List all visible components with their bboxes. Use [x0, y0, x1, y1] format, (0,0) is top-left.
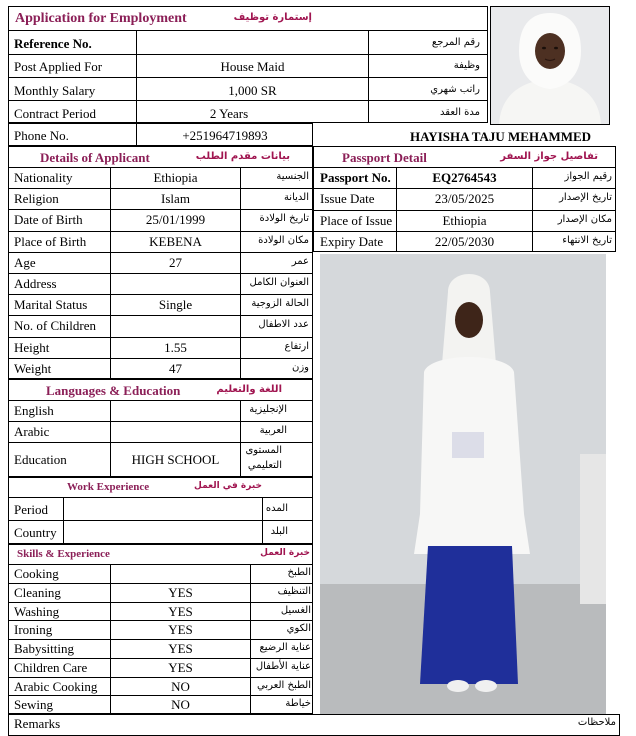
- applicant-row-label-ar: الحالة الزوجية: [251, 298, 309, 310]
- applicant-full-name: HAYISHA TAJU MEHAMMED: [410, 129, 592, 144]
- education-value: HIGH SCHOOL: [131, 452, 220, 467]
- skill-row-value: YES: [168, 659, 193, 675]
- period-label: Period: [14, 502, 48, 517]
- applicant-row-value: 25/01/1999: [145, 212, 206, 228]
- passport-row-label-ar: تاريخ الانتهاء: [562, 234, 612, 246]
- skill-row-value: YES: [168, 584, 193, 600]
- skill-row-label-ar: عناية الأطفال: [255, 660, 311, 672]
- applicant-row-label: Address: [14, 276, 57, 291]
- applicant-row-label: Weight: [14, 360, 52, 376]
- applicant-row-label-ar: عدد الاطفال: [258, 319, 309, 331]
- form-title: Application for Employment: [15, 11, 187, 26]
- education-label-ar-2: التعليمي: [247, 460, 282, 471]
- passport-row-label-ar: تاريخ الإصدار: [559, 192, 612, 204]
- applicant-row-label-ar: الجنسية: [276, 171, 309, 182]
- remarks-row: [8, 714, 620, 736]
- applicant-row-label: Nationality: [14, 170, 73, 185]
- country-label-ar: البلد: [270, 526, 288, 537]
- applicant-row-label: Marital Status: [14, 297, 88, 313]
- applicant-row-value: 47: [169, 360, 182, 376]
- applicant-full-photo: [320, 254, 606, 714]
- skill-row-label-ar: الطبخ: [287, 567, 311, 578]
- language-row-label: Arabic: [14, 424, 50, 439]
- phone-value: +251964719893: [182, 128, 268, 143]
- post-label-ar: وظيفة: [453, 60, 480, 71]
- language-row-label: English: [14, 403, 54, 418]
- work-heading: Work Experience: [67, 481, 150, 493]
- contract-value: 2 Years: [209, 106, 249, 121]
- applicant-row-value: Ethiopia: [153, 170, 198, 185]
- applicant-row-label: Height: [14, 339, 50, 355]
- passport-row-value: 23/05/2025: [434, 191, 495, 207]
- passport-heading: Passport Detail: [342, 150, 427, 165]
- contract-label-ar: مدة العقد: [440, 107, 480, 118]
- applicant-row-label-ar: ارتفاع: [284, 340, 309, 352]
- applicant-row-label-ar: الديانة: [283, 192, 309, 204]
- applicant-row-label-ar: العنوان الكامل: [249, 277, 309, 288]
- skill-row-label: Arabic Cooking: [14, 678, 98, 694]
- applicant-row-value: KEBENA: [149, 233, 202, 249]
- post-label: Post Applied For: [14, 59, 103, 74]
- phone-label: Phone No.: [14, 128, 69, 143]
- skill-row-label-ar: الكوي: [286, 623, 311, 635]
- applicant-row-label: Date of Birth: [14, 212, 83, 228]
- passport-row-label-ar: رقيم الجواز: [564, 171, 612, 182]
- passport-row-value: EQ2764543: [432, 170, 497, 185]
- country-label: Country: [14, 525, 57, 540]
- education-label-ar-1: المستوى: [245, 445, 282, 456]
- skill-row-value: NO: [171, 678, 190, 694]
- reference-label-ar: رقم المرجع: [431, 37, 480, 48]
- applicant-row-label-ar: مكان الولادة: [258, 234, 309, 246]
- applicant-row-value: Single: [158, 297, 193, 313]
- passport-row-label: Expiry Date: [320, 233, 384, 249]
- applicant-row-value: 1.55: [164, 339, 187, 355]
- skill-row-label: Children Care: [14, 659, 88, 675]
- remarks-label-ar: ملاحظات: [577, 717, 616, 728]
- skill-row-value: NO: [171, 697, 190, 713]
- skill-row-label-ar: الغسيل: [280, 604, 311, 616]
- applicant-row-label: Place of Birth: [14, 233, 87, 249]
- passport-row-value: 22/05/2030: [434, 233, 495, 249]
- reference-label: Reference No.: [14, 36, 92, 51]
- applicant-portrait-small: [490, 6, 610, 125]
- languages-heading: Languages & Education: [46, 383, 181, 398]
- skill-row-value: YES: [168, 603, 193, 619]
- contract-label: Contract Period: [14, 106, 96, 121]
- passport-row-label-ar: مكان الإصدار: [557, 213, 612, 225]
- skill-row-value: YES: [168, 622, 193, 638]
- applicant-row-label-ar: وزن: [291, 361, 309, 373]
- applicant-row-label: No. of Children: [14, 318, 96, 334]
- skills-heading-ar: خبرة العمل: [260, 548, 310, 558]
- skill-row-label: Washing: [14, 603, 60, 619]
- skill-row-label-ar: عناية الرضيع: [259, 642, 311, 653]
- skill-row-label-ar: التنظيف: [277, 585, 311, 597]
- work-heading-ar: خبرة في العمل: [194, 481, 262, 491]
- passport-row-value: Ethiopia: [442, 212, 487, 228]
- applicant-heading-ar: بيانات مقدم الطلب: [195, 151, 290, 162]
- remarks-label: Remarks: [14, 716, 61, 731]
- skill-row-label-ar: خياطة: [285, 698, 311, 710]
- applicant-row-label-ar: تاريخ الولادة: [259, 213, 309, 225]
- applicant-row-label-ar: عمر: [291, 255, 309, 267]
- skill-row-label: Cleaning: [14, 584, 61, 600]
- language-row-label-ar: العربية: [259, 425, 287, 436]
- skill-row-label: Ironing: [14, 622, 53, 638]
- skill-row-label-ar: الطبخ العربي: [257, 679, 311, 691]
- period-label-ar: المده: [265, 503, 288, 514]
- salary-label-ar: راتب شهري: [430, 84, 480, 95]
- skill-row-label: Babysitting: [14, 641, 74, 656]
- passport-heading-ar: تفاصيل جواز السفر: [500, 151, 598, 162]
- passport-row-label: Issue Date: [320, 191, 375, 207]
- applicant-row-label: Religion: [14, 191, 59, 207]
- skill-row-value: YES: [168, 641, 193, 656]
- skill-row-label: Cooking: [14, 566, 59, 581]
- skill-row-label: Sewing: [14, 697, 53, 713]
- applicant-heading: Details of Applicant: [40, 150, 150, 165]
- language-row-label-ar: الإنجليزية: [249, 404, 287, 415]
- applicant-row-value: Islam: [161, 191, 190, 207]
- passport-row-label: Passport No.: [320, 170, 391, 185]
- passport-row-label: Place of Issue: [320, 212, 393, 228]
- salary-value: 1,000 SR: [228, 83, 277, 98]
- languages-heading-ar: اللغة والتعليم: [216, 384, 282, 395]
- skills-heading: Skills & Experience: [17, 548, 110, 560]
- post-value: House Maid: [220, 59, 285, 74]
- applicant-row-value: 27: [169, 254, 182, 270]
- salary-label: Monthly Salary: [14, 83, 96, 98]
- form-title-ar: إستمارة توظيف: [233, 12, 312, 23]
- applicant-row-label: Age: [14, 254, 36, 270]
- education-label: Education: [14, 452, 67, 467]
